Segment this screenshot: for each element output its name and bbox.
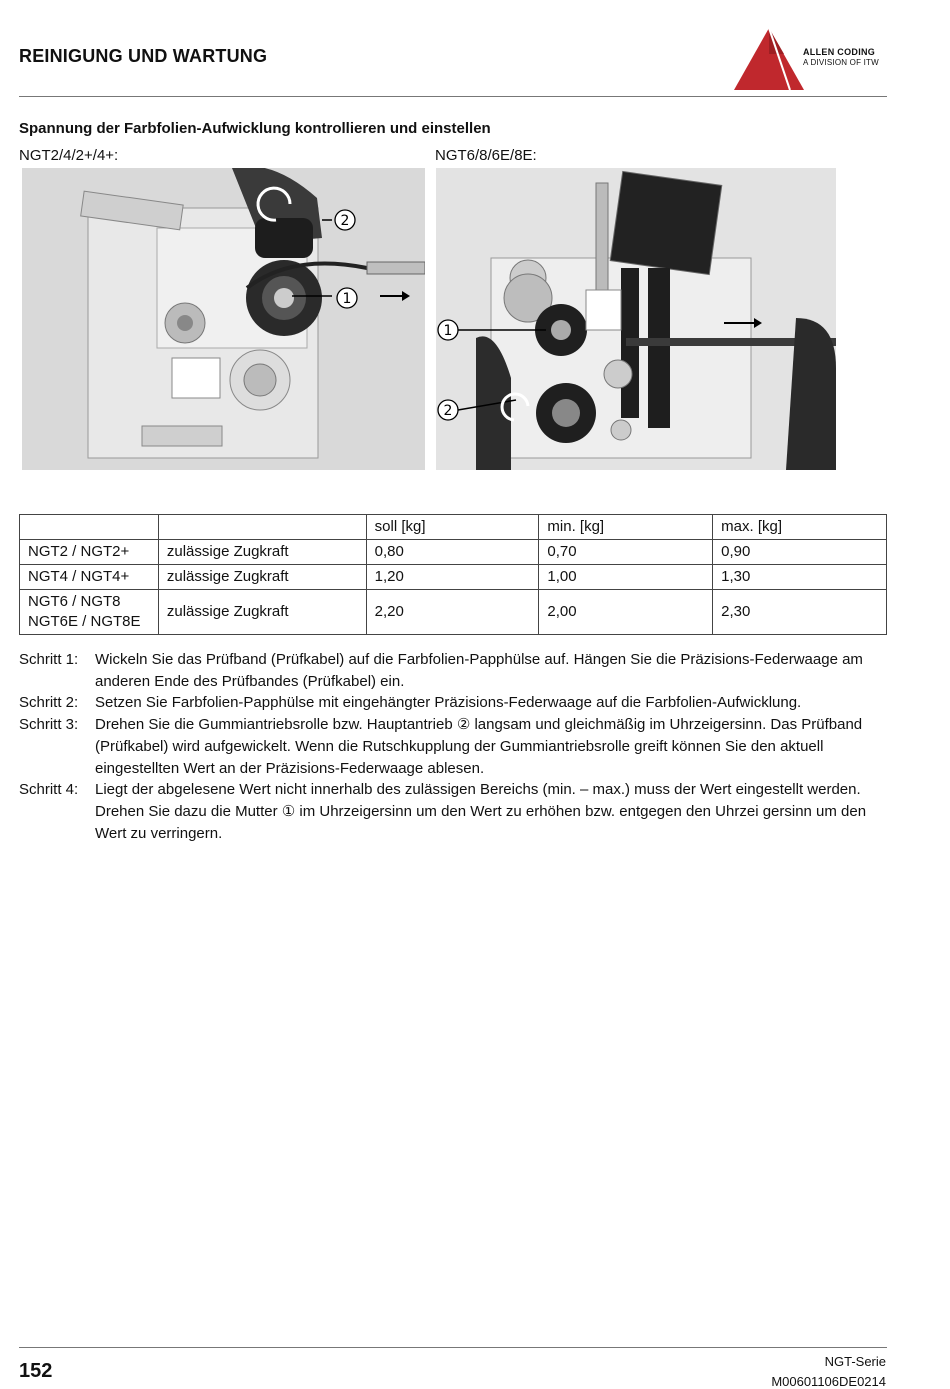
soll-cell: 0,80 bbox=[366, 540, 539, 565]
callout-1-left: 1 bbox=[342, 291, 352, 307]
table-header-row bbox=[20, 515, 887, 540]
step-text: Drehen Sie die Gummiantriebsrolle bzw. Hauptantrieb ② langsam und gleichmäßig im Uhrzeigersinn. Das Prüfband (Prüfkabel) wird aufgewickelt. Wenn die Rutschkupplung der Gummiantriebsrolle greift können Sie den aktuell eingestellten Wert an der Präzisions-Federwaage ablesen. bbox=[95, 716, 863, 777]
logo-brand-text: ALLEN CODING bbox=[803, 47, 876, 57]
callout-1-right: 1 bbox=[443, 323, 453, 339]
label-cell: zulässige Zugkraft bbox=[158, 565, 366, 590]
caption-right-models: NGT6/8/6E/8E: bbox=[435, 147, 537, 164]
max-cell: 1,30 bbox=[713, 565, 887, 590]
page-number: 152 bbox=[19, 1360, 53, 1382]
section-title: Spannung der Farbfolien-Aufwicklung kontrollieren und einstellen bbox=[19, 120, 491, 137]
min-cell: 1,00 bbox=[539, 565, 713, 590]
table-header-cell bbox=[20, 515, 159, 540]
step-label: Schritt 2: bbox=[19, 694, 79, 711]
callout-2-right: 2 bbox=[443, 403, 453, 419]
page-header-title: REINIGUNG UND WARTUNG bbox=[19, 46, 268, 66]
step-3 bbox=[19, 714, 889, 780]
label-cell: zulässige Zugkraft bbox=[158, 590, 366, 635]
table-header-soll: soll [kg] bbox=[366, 515, 539, 540]
soll-cell: 2,20 bbox=[366, 590, 539, 635]
model-cell: NGT4 / NGT4+ bbox=[20, 565, 159, 590]
model-cell: NGT2 / NGT2+ bbox=[20, 540, 159, 565]
step-1 bbox=[19, 649, 889, 693]
table-header-min: min. [kg] bbox=[539, 515, 713, 540]
step-label: Schritt 3: bbox=[19, 716, 79, 733]
model-line-1: NGT6 / NGT8 bbox=[28, 593, 121, 610]
logo-subtitle-text: A DIVISION OF ITW bbox=[803, 58, 879, 67]
table-row bbox=[20, 590, 887, 635]
table-row bbox=[20, 540, 887, 565]
step-label: Schritt 1: bbox=[19, 651, 79, 668]
photo-ngt6-8-tension-check bbox=[436, 168, 836, 470]
photo-ngt2-4-tension-check bbox=[22, 168, 425, 470]
model-cell bbox=[20, 590, 159, 635]
footer-series: NGT-Serie bbox=[824, 1354, 886, 1369]
min-cell: 2,00 bbox=[539, 590, 713, 635]
table-header-cell bbox=[158, 515, 366, 540]
step-2 bbox=[19, 692, 889, 714]
step-text: Wickeln Sie das Prüfband (Prüfkabel) auf die Farbfolien-Papphülse auf. Hängen Sie die Präzisions-Federwaage am anderen Ende des Prüfbandes (Prüfkabel) ein. bbox=[95, 651, 863, 690]
callout-2-left: 2 bbox=[340, 213, 350, 229]
footer-divider bbox=[19, 1347, 887, 1348]
tension-spec-table bbox=[19, 514, 887, 635]
table-header-max: max. [kg] bbox=[713, 515, 887, 540]
step-text: Liegt der abgelesene Wert nicht innerhalb des zulässigen Bereichs (min. – max.) muss der Wert eingestellt werden. Drehen Sie dazu die Mutter ① im Uhrzeigersinn um den Wert zu erhöhen bzw. entgegen den Uhrzei gersinn um den Wert zu verringern. bbox=[95, 781, 867, 842]
max-cell: 2,30 bbox=[713, 590, 887, 635]
step-label: Schritt 4: bbox=[19, 781, 79, 798]
label-cell: zulässige Zugkraft bbox=[158, 540, 366, 565]
soll-cell: 1,20 bbox=[366, 565, 539, 590]
min-cell: 0,70 bbox=[539, 540, 713, 565]
max-cell: 0,90 bbox=[713, 540, 887, 565]
step-text: Setzen Sie Farbfolien-Papphülse mit eingehängter Präzisions-Federwaage auf die Farbfolien-Aufwicklung. bbox=[95, 694, 802, 711]
footer-document-number: M00601106DE0214 bbox=[771, 1374, 886, 1389]
table-row bbox=[20, 565, 887, 590]
caption-left-models: NGT2/4/2+/4+: bbox=[19, 147, 119, 164]
step-4 bbox=[19, 779, 889, 845]
header-divider bbox=[19, 96, 887, 97]
model-line-2: NGT6E / NGT8E bbox=[28, 613, 141, 630]
